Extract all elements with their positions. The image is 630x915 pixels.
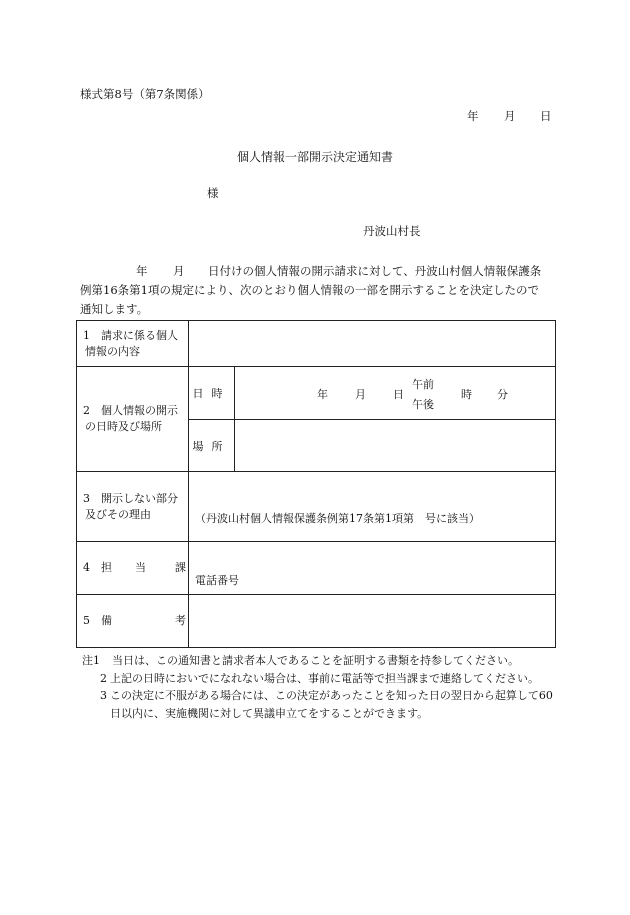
table-row bbox=[77, 472, 556, 542]
disclosure-table bbox=[76, 320, 556, 648]
body-month-label: 月 bbox=[173, 264, 185, 278]
row4-label-num: 4 bbox=[83, 561, 90, 574]
date-day-label: 日 bbox=[540, 109, 552, 123]
row3-label-line2: 及びその理由 bbox=[85, 507, 151, 521]
dt-day-label: 日 bbox=[393, 388, 404, 401]
form-number: 様式第8号（第7条関係） bbox=[80, 87, 210, 101]
date-year-label: 年 bbox=[467, 109, 479, 123]
row2-label-line2: の日時及び場所 bbox=[85, 420, 162, 433]
note-number: 注1 bbox=[82, 654, 100, 667]
am-label: 午前 bbox=[412, 378, 434, 391]
row5-label-num: 5 bbox=[83, 614, 90, 627]
note-item bbox=[88, 670, 558, 688]
body-text bbox=[80, 262, 558, 319]
note-number: 2 bbox=[100, 671, 107, 685]
row5-label bbox=[77, 595, 189, 648]
table-row bbox=[77, 321, 556, 367]
row4-label-char3: 課 bbox=[175, 561, 186, 574]
row4-label bbox=[77, 542, 189, 595]
row1-label-line1: 1 請求に係る個人 bbox=[83, 328, 178, 342]
table-row bbox=[77, 367, 556, 420]
row3-value-cell[interactable] bbox=[189, 472, 556, 542]
row3-reason-text: （丹波山村個人情報保護条例第17条第1項第 号に該当） bbox=[195, 512, 480, 525]
note-number: 3 bbox=[100, 689, 107, 702]
row4-value-cell[interactable] bbox=[189, 542, 556, 595]
date-month-label: 月 bbox=[504, 109, 516, 123]
place-value-cell[interactable] bbox=[235, 420, 556, 472]
row5-label-char1: 備 bbox=[101, 614, 112, 627]
row1-value-cell[interactable] bbox=[189, 321, 556, 367]
document-title: 個人情報一部開示決定通知書 bbox=[236, 150, 393, 164]
pm-label: 午後 bbox=[412, 398, 434, 411]
table-row bbox=[77, 595, 556, 648]
row3-label-line1: 3 開示しない部分 bbox=[83, 491, 178, 505]
note-item bbox=[82, 652, 558, 670]
note-text: この決定に不服がある場合には、この決定があったことを知った日の翌日から起算して60日以内に、実施機関に対して異議申立てをすることができます。 bbox=[110, 689, 553, 720]
body-line1: 日付けの個人情報の開示請求に対して、丹波山村個人情報保護条 bbox=[208, 264, 542, 278]
body-line3: 通知します。 bbox=[80, 302, 149, 316]
row2-label bbox=[77, 367, 189, 472]
row5-label-char2: 考 bbox=[175, 614, 186, 627]
dt-year-label: 年 bbox=[317, 388, 328, 401]
row1-label bbox=[77, 321, 189, 367]
note-text: 当日は、この通知書と請求者本人であることを証明する書類を持参してください。 bbox=[112, 654, 519, 667]
phone-label: 電話番号 bbox=[195, 574, 239, 587]
body-line2: 例第16条第1項の規定により、次のとおり個人情報の一部を開示することを決定したので bbox=[80, 283, 539, 297]
minute-label: 分 bbox=[497, 388, 508, 401]
body-year-label: 年 bbox=[136, 264, 148, 278]
note-item bbox=[88, 687, 558, 722]
row1-label-line2: 情報の内容 bbox=[85, 344, 140, 358]
table-row bbox=[77, 542, 556, 595]
place-label: 場所 bbox=[189, 420, 235, 472]
datetime-value-cell[interactable] bbox=[235, 367, 556, 420]
addressee-suffix: 様 bbox=[207, 186, 219, 200]
row4-label-char1: 担 bbox=[101, 561, 112, 574]
row2-label-line1: 2 個人情報の開示 bbox=[83, 404, 178, 417]
row3-label bbox=[77, 472, 189, 542]
hour-label: 時 bbox=[461, 388, 472, 401]
row5-value-cell[interactable] bbox=[189, 595, 556, 648]
datetime-label: 日時 bbox=[189, 367, 235, 420]
issuer-name: 丹波山村長 bbox=[363, 224, 421, 238]
note-text: 上記の日時においでになれない場合は、事前に電話等で担当課まで連絡してください。 bbox=[110, 671, 539, 685]
row4-label-char2: 当 bbox=[135, 561, 146, 574]
notes bbox=[82, 652, 558, 722]
dt-month-label: 月 bbox=[355, 388, 366, 401]
